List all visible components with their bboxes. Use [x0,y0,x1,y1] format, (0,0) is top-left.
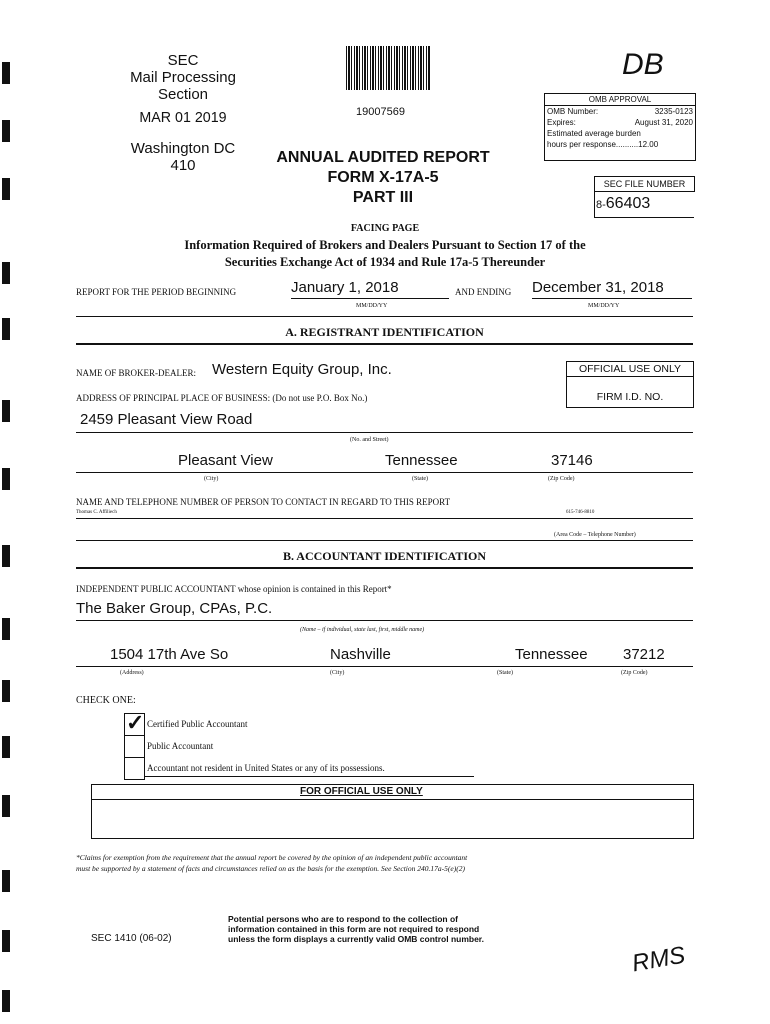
facing-text [90,237,680,271]
scan-mark [2,400,10,422]
received-stamp [118,52,248,126]
accountant-city: Nashville [330,646,391,663]
name-caption: (Name – if individual, state last, first, middle name) [300,627,425,633]
public-accountant-checkbox[interactable] [124,735,145,758]
city-caption: (City) [204,476,219,482]
facing-heading: FACING PAGE [350,223,420,234]
scan-mark [2,990,10,1012]
omb-notice [228,914,558,944]
scan-mark [2,120,10,142]
state-caption: (State) [412,476,428,482]
scan-mark [2,795,10,817]
omb-number-row [545,106,695,117]
omb-number-label: OMB Number: [547,107,599,116]
facing-line2: Securities Exchange Act of 1934 and Rule 17a-5 Thereunder [224,255,546,269]
nonresident-underline [144,776,474,777]
omb-title: OMB APPROVAL [545,94,695,106]
street-line [76,432,693,433]
street-caption: (No. and Street) [350,437,389,443]
contact-line [76,518,693,519]
period-begin-value: January 1, 2018 [291,279,399,296]
contact-name: Thomas C. Affiliech [76,510,117,515]
stamp-line1: SEC [167,52,199,69]
barcode [346,46,430,90]
phone-caption: (Area Code – Telephone Number) [554,532,636,538]
contact-label: NAME AND TELEPHONE NUMBER OF PERSON TO CONTACT IN REGARD TO THIS REPORT [76,497,451,507]
title-line1: ANNUAL AUDITED REPORT [276,149,490,166]
omb-burden-line2: hours per response..........12.00 [547,140,659,149]
city-line [76,472,693,473]
corner-initials: DB [622,48,664,81]
accountant-label: INDEPENDENT PUBLIC ACCOUNTANT whose opinion is contained in this Report* [76,584,392,594]
period-begin-line [291,298,449,299]
firm-id-label: FIRM I.D. NO. [596,391,664,403]
option-label: Accountant not resident in United States or any of its possessions. [147,763,385,773]
form-code: SEC 1410 (06-02) [91,933,172,944]
title-line3: PART III [352,189,414,206]
stamp-date: MAR 01 2019 [139,109,227,126]
accountant-name: The Baker Group, CPAs, P.C. [76,600,273,617]
stamp-location [118,140,248,174]
notice-line2: information contained in this form are not required to respond [228,924,480,934]
option-label: Public Accountant [147,741,214,751]
scan-mark [2,62,10,84]
sec-file-label: SEC FILE NUMBER [603,179,686,189]
omb-expires-label: Expires: [547,118,576,127]
sec-file-number [594,191,694,218]
stamp-code: 410 [170,157,196,174]
period-begin-format: MM/DD/YY [356,303,388,309]
omb-approval-box [544,93,696,161]
stamp-city: Washington DC [130,140,236,157]
zip-caption: (Zip Code) [548,476,575,482]
stamp-line2: Mail Processing [130,69,236,86]
accountant-line [76,620,693,621]
section-a-rule [76,343,693,345]
check-one-label: CHECK ONE: [76,695,136,706]
bottom-initials: RMS [629,941,688,978]
facing-line1: Information Required of Brokers and Dealers Pursuant to Section 17 of the [184,238,586,252]
notice-line1: Potential persons who are to respond to the collection of [228,914,458,924]
scan-mark [2,178,10,200]
section-a-heading: A. REGISTRANT IDENTIFICATION [285,325,484,339]
scan-mark [2,262,10,284]
period-end-label: AND ENDING [455,287,512,297]
accountant-zip-caption: (Zip Code) [621,670,648,676]
scan-mark [2,930,10,952]
certified-public-accountant-checkbox[interactable] [124,710,145,736]
nonresident-accountant-checkbox[interactable] [124,757,145,780]
sec-file-label-box [594,176,695,192]
contact-phone: 615-746-8810 [566,510,595,515]
omb-number-value: 3235-0123 [654,107,693,116]
checkmark-icon: ✓ [126,710,145,735]
accountant-city-caption: (City) [330,670,345,676]
stamp-line3: Section [157,86,209,103]
section-a-top-rule [76,316,693,317]
official-use-only-label: FOR OFFICIAL USE ONLY [300,786,423,797]
address-caption: (Address) [120,670,144,676]
accountant-zip: 37212 [623,646,665,663]
period-end-line [532,298,692,299]
broker-name: Western Equity Group, Inc. [212,361,392,378]
section-b-heading: B. ACCOUNTANT IDENTIFICATION [282,549,487,563]
accountant-state-caption: (State) [497,670,513,676]
sec-file-prefix: 8- [596,199,606,211]
option-label: Certified Public Accountant [147,719,248,729]
official-use-label: OFFICIAL USE ONLY [567,362,693,377]
section-b-rule [76,567,693,569]
accountant-address: 1504 17th Ave So [110,646,229,663]
period-end-format: MM/DD/YY [588,303,620,309]
omb-burden-line1: Estimated average burden [547,129,641,138]
section-b-top-rule [76,540,693,541]
state-value: Tennessee [385,452,458,469]
official-use-box [566,361,694,408]
barcode-number: 19007569 [356,106,405,118]
omb-expires-row [545,117,695,128]
report-title [258,148,508,208]
official-use-box-rule [92,799,693,800]
broker-label: NAME OF BROKER-DEALER: [76,368,197,378]
footnote-line2: must be supported by a statement of facts and circumstances relied on as the basis for the exemption. See Section 240.17a-5(e)(2) [76,864,465,873]
official-use-only-box [91,784,694,839]
scan-mark [2,468,10,490]
scan-mark [2,318,10,340]
scan-mark [2,680,10,702]
footnote [76,852,696,874]
period-end-value: December 31, 2018 [532,279,664,296]
city-value: Pleasant View [178,452,273,469]
scan-mark [2,736,10,758]
address-label: ADDRESS OF PRINCIPAL PLACE OF BUSINESS: (Do not use P.O. Box No.) [76,393,368,403]
footnote-line1: *Claims for exemption from the requirement that the annual report be covered by the opinion of an independent public accountant [76,853,468,862]
street-address: 2459 Pleasant View Road [80,411,253,428]
accountant-address-line [76,666,693,667]
accountant-state: Tennessee [515,646,588,663]
notice-line3: unless the form displays a currently valid OMB control number. [228,934,485,944]
scan-mark [2,618,10,640]
period-begin-label: REPORT FOR THE PERIOD BEGINNING [76,287,237,297]
sec-file-value: 66403 [605,195,651,212]
omb-expires-value: August 31, 2020 [634,118,693,127]
zip-value: 37146 [551,452,593,469]
scan-mark [2,870,10,892]
title-line2: FORM X-17A-5 [327,169,439,186]
scan-mark [2,545,10,567]
